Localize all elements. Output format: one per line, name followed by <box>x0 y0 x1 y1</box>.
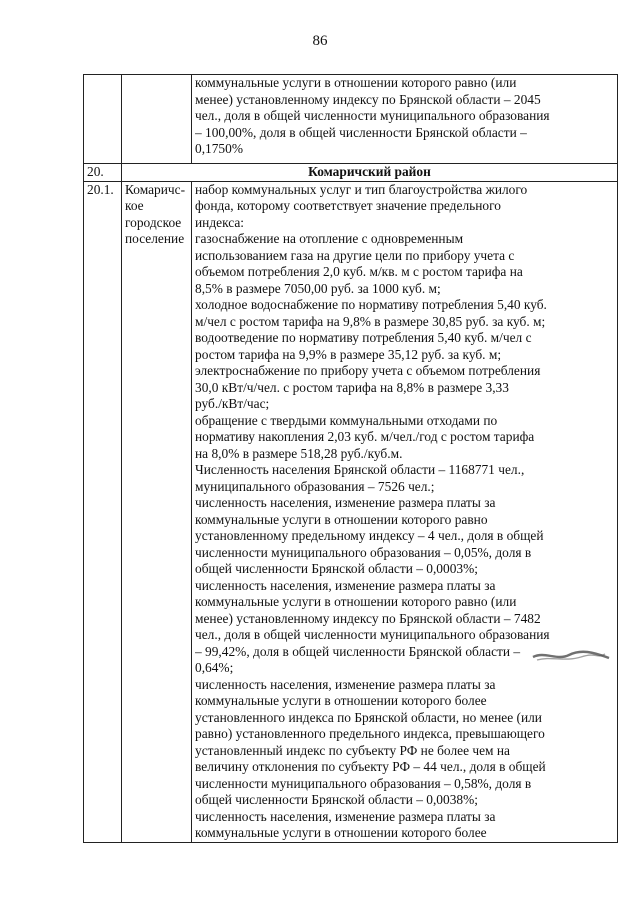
settlement-name-line: кое <box>125 198 144 213</box>
continuation-settlement-cell <box>122 75 192 164</box>
text-line: менее) установленному индексу по Брянской области – 7482 <box>195 610 541 626</box>
document-table <box>83 74 618 843</box>
text-line: набор коммунальных услуг и тип благоустройства жилого <box>195 181 528 197</box>
text-line: ростом тарифа на 9,9% в размере 35,12 руб. за куб. м; <box>195 346 502 362</box>
text-line: общей численности Брянской области – 0,0038%; <box>195 792 478 807</box>
section-title: Комаричский район <box>122 164 618 182</box>
text-line: установленный индекс по субъекту РФ не более чем на <box>195 742 510 758</box>
text-line: индекса: <box>195 214 245 230</box>
text-line: 8,5% в размере 7050,00 руб. за 1000 куб. м; <box>195 280 441 296</box>
text-line: чел., доля в общей численности муниципального образования <box>195 108 550 123</box>
text-line: коммунальные услуги в отношении которого равно (или <box>195 75 517 90</box>
text-line: коммунальные услуги в отношении которого равно (или <box>195 594 517 609</box>
text-line: коммунальные услуги в отношении которого более <box>195 825 487 840</box>
settlement-row <box>84 181 618 842</box>
text-line: численность населения, изменение размера платы за <box>195 808 496 824</box>
settlement-name-line: поселение <box>125 231 185 246</box>
text-line: общей численности Брянской области – 0,0003%; <box>195 561 478 576</box>
text-line: обращение с твердыми коммунальными отходами по <box>195 412 498 428</box>
settlement-name-line: городское <box>125 214 182 230</box>
text-line: 0,64%; <box>195 660 234 675</box>
text-line: нормативу накопления 2,03 куб. м/чел./год с ростом тарифа <box>195 429 535 444</box>
continuation-text-cell <box>192 75 618 164</box>
settlement-name-cell <box>122 181 192 842</box>
text-line: газоснабжение на отопление с одновременным <box>195 231 464 246</box>
text-line: численности муниципального образования – 0,05%, доля в <box>195 544 532 560</box>
text-line: величину отклонения по субъекту РФ – 44 чел., доля в общей <box>195 759 546 774</box>
text-line: установленного индекса по Брянской области, но менее (или <box>195 709 542 725</box>
text-line: численность населения, изменение размера платы за <box>195 495 496 510</box>
text-line: фонда, которому соответствует значение предельного <box>195 198 501 213</box>
text-line: муниципального образования – 7526 чел.; <box>195 478 435 494</box>
text-line: 30,0 кВт/ч/чел. с ростом тарифа на 8,8% в размере 3,33 <box>195 379 509 395</box>
continuation-number-cell <box>84 75 122 164</box>
text-line: 0,1750% <box>195 141 243 156</box>
text-line: на 8,0% в размере 518,28 руб./куб.м. <box>195 445 403 461</box>
text-line: численность населения, изменение размера платы за <box>195 577 496 593</box>
continuation-row <box>84 75 618 164</box>
text-line: водоотведение по нормативу потребления 5,40 куб. м/чел с <box>195 330 532 345</box>
text-line: Численность населения Брянской области – 1168771 чел., <box>195 462 525 477</box>
section-number: 20. <box>84 164 122 182</box>
text-line: – 99,42%, доля в общей численности Брянской области – <box>195 643 521 659</box>
text-line: электроснабжение по прибору учета с объемом потребления <box>195 363 541 378</box>
section-row <box>84 164 618 182</box>
text-line: – 100,00%, доля в общей численности Брянской области – <box>195 124 527 140</box>
text-line: численность населения, изменение размера платы за <box>195 676 496 692</box>
text-line: м/чел с ростом тарифа на 9,8% в размере 30,85 руб. за куб. м; <box>195 313 546 329</box>
text-line: равно) установленного предельного индекса, превышающего <box>195 726 545 741</box>
row-number: 20.1. <box>84 181 122 842</box>
text-line: объемом потребления 2,0 куб. м/кв. м с ростом тарифа на <box>195 264 523 279</box>
text-line: коммунальные услуги в отношении которого равно <box>195 511 488 527</box>
settlement-text-cell <box>192 181 618 842</box>
text-line: холодное водоснабжение по нормативу потребления 5,40 куб. <box>195 297 547 312</box>
text-line: численности муниципального образования – 0,58%, доля в <box>195 775 532 791</box>
text-line: коммунальные услуги в отношении которого более <box>195 693 487 708</box>
text-line: установленному предельному индексу – 4 чел., доля в общей <box>195 528 544 543</box>
text-line: руб./кВт/час; <box>195 396 270 411</box>
text-line: использованием газа на другие цели по прибору учета с <box>195 247 515 263</box>
settlement-name-line: Комаричс- <box>125 181 186 197</box>
page-number: 86 <box>312 33 328 49</box>
text-line: менее) установленному индексу по Брянской области – 2045 <box>195 91 541 107</box>
text-line: чел., доля в общей численности муниципального образования <box>195 627 550 642</box>
